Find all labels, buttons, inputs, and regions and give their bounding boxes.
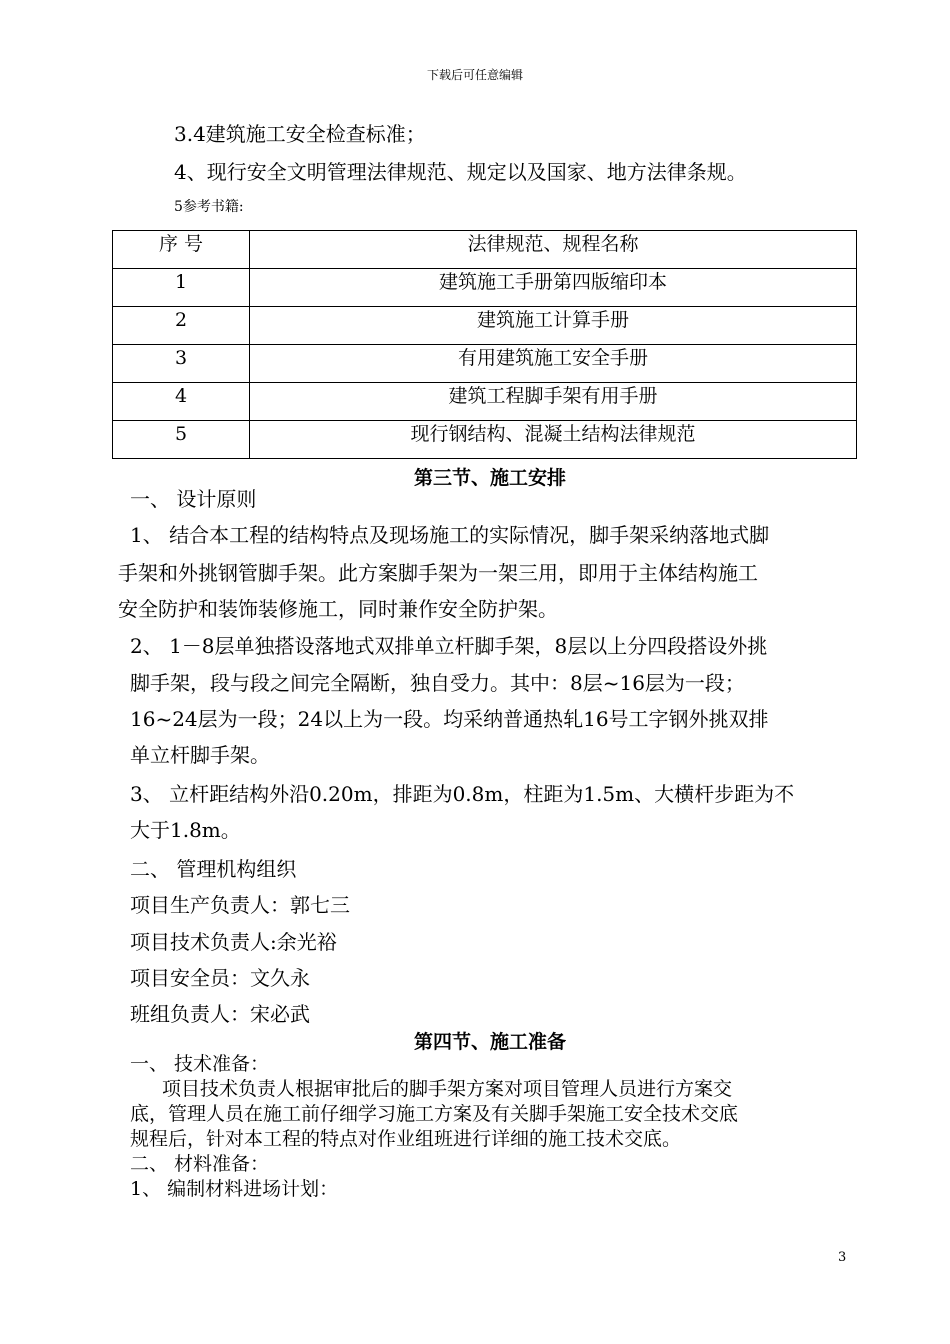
- paragraph-line: 安全防护和装饰装修施工，同时兼作安全防护架。: [118, 597, 558, 621]
- list-item: 4、现行安全文明管理法律规范、规定以及国家、地方法律条规。: [174, 160, 747, 184]
- paragraph-line: 底，管理人员在施工前仔细学习施工方案及有关脚手架施工安全技术交底: [130, 1103, 739, 1125]
- subsection-heading: 二、 材料准备：: [130, 1153, 270, 1175]
- paragraph-line: 手架和外挑钢管脚手架。此方案脚手架为一架三用，即用于主体结构施工: [118, 561, 758, 585]
- staff-line: 项目技术负责人:余光裕: [130, 930, 337, 954]
- table-cell: 现行钢结构、混凝土结构法律规范: [250, 421, 857, 459]
- table-row: [113, 383, 857, 421]
- table-cell: 建筑施工计算手册: [250, 307, 857, 345]
- subsection-heading: 一、 技术准备：: [130, 1053, 270, 1075]
- table-cell: 4: [113, 383, 250, 421]
- staff-line: 项目生产负责人：郭七三: [130, 893, 350, 917]
- reference-label: 5参考书籍:: [174, 199, 244, 215]
- table-cell: 建筑施工手册第四版缩印本: [250, 269, 857, 307]
- table-cell: 3: [113, 345, 250, 383]
- reference-table: [112, 230, 857, 459]
- table-header-row: [113, 231, 857, 269]
- page-number: 3: [838, 1250, 847, 1265]
- table-cell: 有用建筑施工安全手册: [250, 345, 857, 383]
- paragraph-line: 脚手架，段与段之间完全隔断，独自受力。其中：8层~16层为一段；: [130, 671, 745, 695]
- table-cell: 1: [113, 269, 250, 307]
- paragraph-line: 规程后，针对本工程的特点对作业组班进行详细的施工技术交底。: [130, 1128, 682, 1150]
- paragraph-line: 16~24层为一段；24以上为一段。均采纳普通热轧16号工字钢外挑双排: [130, 707, 769, 731]
- staff-line: 班组负责人：宋必武: [130, 1002, 310, 1026]
- subsection-heading: 二、 管理机构组织: [130, 857, 297, 881]
- list-item: 3.4建筑施工安全检查标准；: [174, 122, 426, 146]
- subsection-heading: 一、 设计原则: [130, 487, 257, 511]
- page-header: 下载后可任意编辑: [426, 68, 523, 82]
- list-item: 1、 编制材料进场计划：: [130, 1178, 339, 1200]
- table-cell: 建筑工程脚手架有用手册: [250, 383, 857, 421]
- table-cell: 5: [113, 421, 250, 459]
- table-row: [113, 345, 857, 383]
- table-row: [113, 269, 857, 307]
- table-row: [113, 307, 857, 345]
- table-header-cell: 序 号: [113, 231, 250, 269]
- paragraph-line: 项目技术负责人根据审批后的脚手架方案对项目管理人员进行方案交: [162, 1078, 733, 1100]
- paragraph-line: 单立杆脚手架。: [130, 743, 270, 767]
- paragraph-line: 1、 结合本工程的结构特点及现场施工的实际情况，脚手架采纳落地式脚: [130, 523, 770, 547]
- table-header-cell: 法律规范、规程名称: [250, 231, 857, 269]
- paragraph-line: 大于1.8m。: [130, 818, 241, 842]
- section-title: 第四节、施工准备: [413, 1031, 566, 1053]
- table-row: [113, 421, 857, 459]
- paragraph-line: 3、 立杆距结构外沿0.20m，排距为0.8m，柱距为1.5m、大横杆步距为不: [130, 782, 795, 806]
- paragraph-line: 2、 1－8层单独搭设落地式双排单立杆脚手架，8层以上分四段搭设外挑: [130, 634, 768, 658]
- section-title: 第三节、施工安排: [413, 467, 566, 489]
- staff-line: 项目安全员：文久永: [130, 966, 310, 990]
- table-cell: 2: [113, 307, 250, 345]
